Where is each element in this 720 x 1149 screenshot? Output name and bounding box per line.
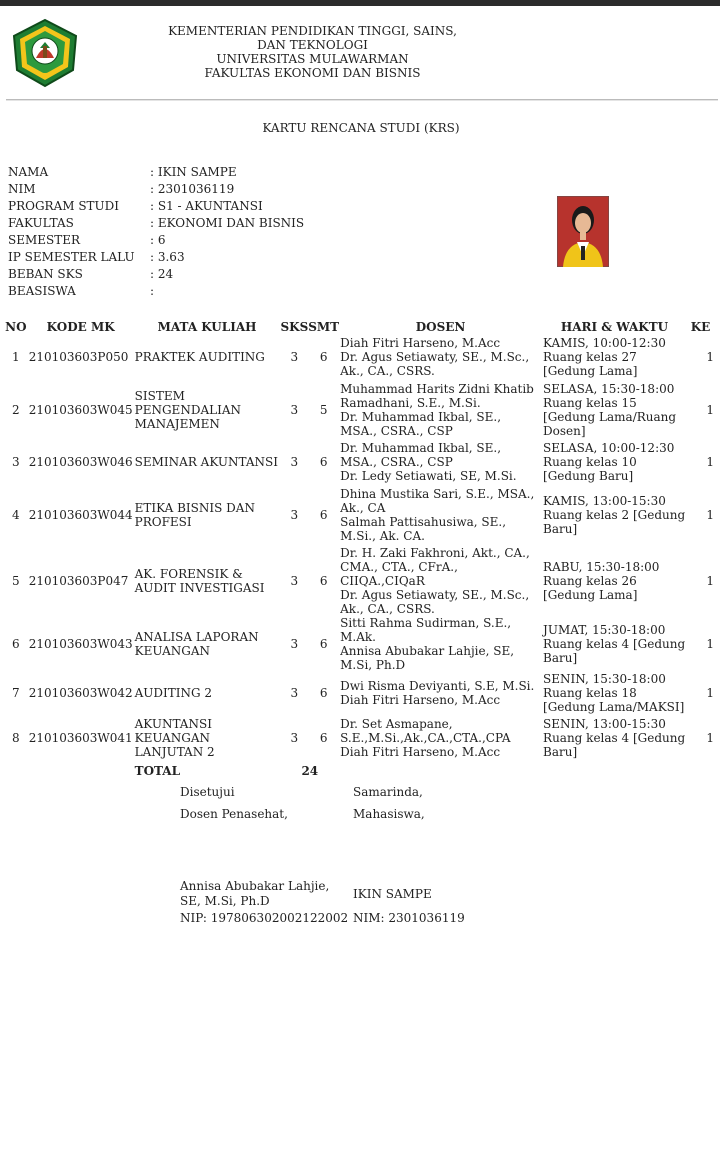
lecturer-name: Dwi Risma Deviyanti, S.E, M.Si. bbox=[340, 679, 535, 693]
advisor-signature bbox=[180, 879, 350, 926]
cell-smt: 6 bbox=[319, 731, 328, 745]
cell-kode-mk: 210103603W045 bbox=[28, 402, 133, 417]
cell-ke: 1 bbox=[706, 574, 714, 588]
top-bar bbox=[0, 0, 720, 6]
cell-mata-kuliah: ETIKA BISNIS DAN PROFESI bbox=[134, 500, 255, 529]
cell-hari-waktu bbox=[542, 672, 687, 714]
cell-smt: 6 bbox=[319, 507, 328, 522]
schedule-time: RABU, 15:30-18:00 bbox=[543, 560, 660, 574]
total-sks: 24 bbox=[301, 764, 319, 778]
info-value: : S1 - AKUNTANSI bbox=[150, 199, 263, 213]
header-line: DAN TEKNOLOGI bbox=[257, 38, 368, 52]
cell-sks: 3 bbox=[290, 455, 299, 469]
classroom: Ruang kelas 18 [Gedung Lama/MAKSI] bbox=[543, 686, 685, 714]
column-header-hari-waktu: HARI & WAKTU bbox=[560, 320, 669, 334]
cell-no: 1 bbox=[12, 350, 20, 364]
info-value: : 3.63 bbox=[150, 250, 185, 264]
advisor-nip: NIP: 197806302002122002 bbox=[180, 911, 349, 925]
cell-dosen bbox=[339, 336, 542, 378]
column-header-no: NO bbox=[5, 320, 27, 334]
cell-no: 4 bbox=[12, 507, 20, 522]
table-row bbox=[4, 336, 720, 378]
schedule-time: KAMIS, 10:00-12:30 bbox=[543, 336, 666, 350]
lecturer-name: Diah Fitri Harseno, M.Acc bbox=[340, 745, 501, 759]
cell-hari-waktu bbox=[542, 546, 687, 616]
cell-mata-kuliah: SISTEM PENGENDALIAN MANAJEMEN bbox=[134, 388, 241, 431]
header-divider bbox=[6, 99, 718, 100]
info-label: BEBAN SKS bbox=[8, 267, 83, 281]
column-header-ke: KE bbox=[690, 320, 711, 334]
cell-smt: 6 bbox=[319, 350, 328, 364]
cell-hari-waktu bbox=[542, 378, 687, 441]
cell-mata-kuliah: ANALISA LAPORAN KEUANGAN bbox=[134, 630, 259, 658]
cell-ke: 1 bbox=[706, 637, 714, 651]
cell-mata-kuliah: AKUNTANSI KEUANGAN LANJUTAN 2 bbox=[134, 717, 215, 759]
cell-mata-kuliah: AUDITING 2 bbox=[134, 686, 213, 700]
info-label: SEMESTER bbox=[8, 233, 81, 247]
classroom: Ruang kelas 27 [Gedung Lama] bbox=[543, 350, 638, 378]
cell-no: 8 bbox=[12, 731, 20, 745]
cell-mata-kuliah: AK. FORENSIK & AUDIT INVESTIGASI bbox=[134, 567, 265, 595]
cell-hari-waktu bbox=[542, 616, 687, 672]
cell-kode-mk: 210103603P047 bbox=[28, 574, 129, 588]
advisor-role: Dosen Penasehat, bbox=[180, 807, 288, 821]
cell-no: 6 bbox=[12, 637, 20, 651]
lecturer-name: Salmah Pattisahusiwa, SE., M.Si., Ak. CA. bbox=[340, 514, 507, 543]
cell-sks: 3 bbox=[290, 637, 299, 651]
lecturer-name: Sitti Rahma Sudirman, S.E., M.Ak. bbox=[340, 616, 512, 644]
approval-label: Disetujui bbox=[180, 785, 235, 799]
info-value: : bbox=[150, 284, 155, 298]
cell-smt: 5 bbox=[319, 402, 328, 417]
lecturer-name: Annisa Abubakar Lahjie, SE, M.Si, Ph.D bbox=[340, 644, 515, 672]
cell-kode-mk: 210103603W042 bbox=[28, 686, 133, 700]
empty-cell bbox=[4, 762, 28, 780]
student-name: IKIN SAMPE bbox=[353, 887, 432, 901]
cell-dosen bbox=[339, 616, 542, 672]
classroom: Ruang kelas 4 [Gedung Baru] bbox=[543, 637, 686, 665]
schedule-time: KAMIS, 13:00-15:30 bbox=[543, 493, 666, 508]
cell-sks: 3 bbox=[290, 507, 299, 522]
cell-ke: 1 bbox=[706, 402, 714, 417]
cell-kode-mk: 210103603W041 bbox=[28, 731, 133, 745]
lecturer-name: Dr. Ledy Setiawati, SE, M.Si. bbox=[340, 469, 517, 483]
header-line: KEMENTERIAN PENDIDIKAN TINGGI, SAINS, bbox=[168, 24, 457, 38]
cell-hari-waktu bbox=[542, 336, 687, 378]
cell-ke: 1 bbox=[706, 350, 714, 364]
schedule-time: SELASA, 15:30-18:00 bbox=[543, 381, 675, 396]
classroom: Ruang kelas 15 [Gedung Lama/Ruang Dosen] bbox=[543, 395, 677, 438]
place-label: Samarinda, bbox=[353, 785, 423, 799]
empty-cell bbox=[542, 762, 687, 780]
advisor-name: Annisa Abubakar Lahjie, SE, M.Si, Ph.D bbox=[180, 879, 330, 908]
schedule-time: SENIN, 13:00-15:30 bbox=[543, 717, 666, 731]
cell-dosen bbox=[339, 714, 542, 762]
lecturer-name: Diah Fitri Harseno, M.Acc bbox=[340, 336, 501, 350]
schedule-time: SENIN, 15:30-18:00 bbox=[543, 672, 666, 686]
cell-kode-mk: 210103603P050 bbox=[28, 350, 129, 364]
advisor-approval bbox=[180, 784, 288, 822]
student-signature bbox=[353, 886, 465, 926]
table-row bbox=[4, 378, 720, 441]
info-value: : 6 bbox=[150, 233, 166, 247]
header-line: FAKULTAS EKONOMI DAN BISNIS bbox=[204, 66, 421, 80]
cell-smt: 6 bbox=[319, 637, 328, 651]
cell-ke: 1 bbox=[706, 731, 714, 745]
cell-dosen bbox=[339, 672, 542, 714]
cell-dosen bbox=[339, 378, 542, 441]
info-value: : IKIN SAMPE bbox=[150, 165, 237, 179]
cell-no: 3 bbox=[12, 455, 20, 469]
classroom: Ruang kelas 4 [Gedung Baru] bbox=[543, 731, 686, 759]
course-table bbox=[4, 318, 720, 780]
cell-mata-kuliah: PRAKTEK AUDITING bbox=[134, 350, 265, 364]
cell-smt: 6 bbox=[319, 574, 328, 588]
classroom: Ruang kelas 2 [Gedung Baru] bbox=[543, 507, 686, 536]
cell-dosen bbox=[339, 546, 542, 616]
schedule-time: SELASA, 10:00-12:30 bbox=[543, 441, 675, 455]
cell-kode-mk: 210103603W043 bbox=[28, 637, 133, 651]
classroom: Ruang kelas 10 [Gedung Baru] bbox=[543, 455, 637, 483]
cell-ke: 1 bbox=[706, 507, 714, 522]
document-title: KARTU RENCANA STUDI (KRS) bbox=[262, 121, 460, 135]
cell-sks: 3 bbox=[290, 731, 299, 745]
column-header-smt: SMT bbox=[308, 320, 340, 334]
table-row bbox=[4, 616, 720, 672]
lecturer-name: Dr. H. Zaki Fakhroni, Akt., CA., CMA., CTA., CFrA., CIIQA.,CIQaR bbox=[340, 546, 530, 588]
institution-header bbox=[140, 24, 485, 80]
cell-smt: 6 bbox=[319, 455, 328, 469]
cell-mata-kuliah: SEMINAR AKUNTANSI bbox=[134, 455, 278, 469]
info-label: IP SEMESTER LALU bbox=[8, 250, 135, 264]
column-header-sks: SKS bbox=[280, 320, 309, 334]
empty-cell bbox=[687, 762, 720, 780]
total-row bbox=[4, 762, 720, 780]
empty-cell bbox=[28, 762, 134, 780]
cell-hari-waktu bbox=[542, 441, 687, 483]
student-photo bbox=[557, 196, 609, 267]
cell-dosen bbox=[339, 441, 542, 483]
info-label: NIM bbox=[8, 182, 36, 196]
cell-dosen bbox=[339, 483, 542, 546]
total-label: TOTAL bbox=[134, 764, 181, 778]
lecturer-name: Dhina Mustika Sari, S.E., MSA., Ak., CA bbox=[340, 486, 535, 515]
info-label: BEASISWA bbox=[8, 284, 76, 298]
header-line: UNIVERSITAS MULAWARMAN bbox=[216, 52, 409, 66]
table-row bbox=[4, 546, 720, 616]
cell-hari-waktu bbox=[542, 714, 687, 762]
info-label: PROGRAM STUDI bbox=[8, 199, 120, 213]
cell-ke: 1 bbox=[706, 455, 714, 469]
cell-kode-mk: 210103603W044 bbox=[28, 507, 133, 522]
column-header-dosen: DOSEN bbox=[415, 320, 466, 334]
student-nim: NIM: 2301036119 bbox=[353, 911, 465, 925]
column-header-kode-mk: KODE MK bbox=[46, 320, 115, 334]
cell-kode-mk: 210103603W046 bbox=[28, 455, 133, 469]
lecturer-name: Dr. Muhammad Ikbal, SE., MSA., CSRA., CSP bbox=[340, 441, 502, 469]
info-value: : EKONOMI DAN BISNIS bbox=[150, 216, 305, 230]
cell-smt: 6 bbox=[319, 686, 328, 700]
cell-sks: 3 bbox=[290, 350, 299, 364]
table-row bbox=[4, 672, 720, 714]
student-role: Mahasiswa, bbox=[353, 807, 425, 821]
cell-sks: 3 bbox=[290, 574, 299, 588]
cell-hari-waktu bbox=[542, 483, 687, 546]
lecturer-name: Diah Fitri Harseno, M.Acc bbox=[340, 693, 501, 707]
info-label: NAMA bbox=[8, 165, 49, 179]
info-value: : 24 bbox=[150, 267, 174, 281]
student-place bbox=[353, 784, 425, 822]
table-header-row bbox=[4, 318, 720, 336]
lecturer-name: Dr. Set Asmapane, S.E.,M.Si.,Ak.,CA.,CTA.,CPA bbox=[340, 717, 511, 745]
cell-no: 2 bbox=[12, 402, 20, 417]
info-value: : 2301036119 bbox=[150, 182, 235, 196]
lecturer-name: Dr. Agus Setiawaty, SE., M.Sc., Ak., CA., CSRS. bbox=[340, 350, 530, 378]
table-row bbox=[4, 441, 720, 483]
classroom: Ruang kelas 26 [Gedung Lama] bbox=[543, 574, 638, 602]
cell-ke: 1 bbox=[706, 686, 714, 700]
empty-cell bbox=[339, 762, 542, 780]
column-header-mata-kuliah: MATA KULIAH bbox=[157, 320, 257, 334]
university-logo bbox=[10, 18, 80, 88]
info-label: FAKULTAS bbox=[8, 216, 74, 230]
lecturer-name: Muhammad Harits Zidni Khatib Ramadhani, S.E., M.Si. bbox=[340, 381, 534, 410]
schedule-time: JUMAT, 15:30-18:00 bbox=[543, 623, 666, 637]
cell-no: 7 bbox=[12, 686, 20, 700]
table-row bbox=[4, 714, 720, 762]
lecturer-name: Dr. Muhammad Ikbal, SE., MSA., CSRA., CSP bbox=[340, 409, 502, 438]
table-row bbox=[4, 483, 720, 546]
cell-sks: 3 bbox=[290, 686, 299, 700]
lecturer-name: Dr. Agus Setiawaty, SE., M.Sc., Ak., CA., CSRS. bbox=[340, 588, 530, 616]
cell-no: 5 bbox=[12, 574, 20, 588]
cell-sks: 3 bbox=[290, 402, 299, 417]
